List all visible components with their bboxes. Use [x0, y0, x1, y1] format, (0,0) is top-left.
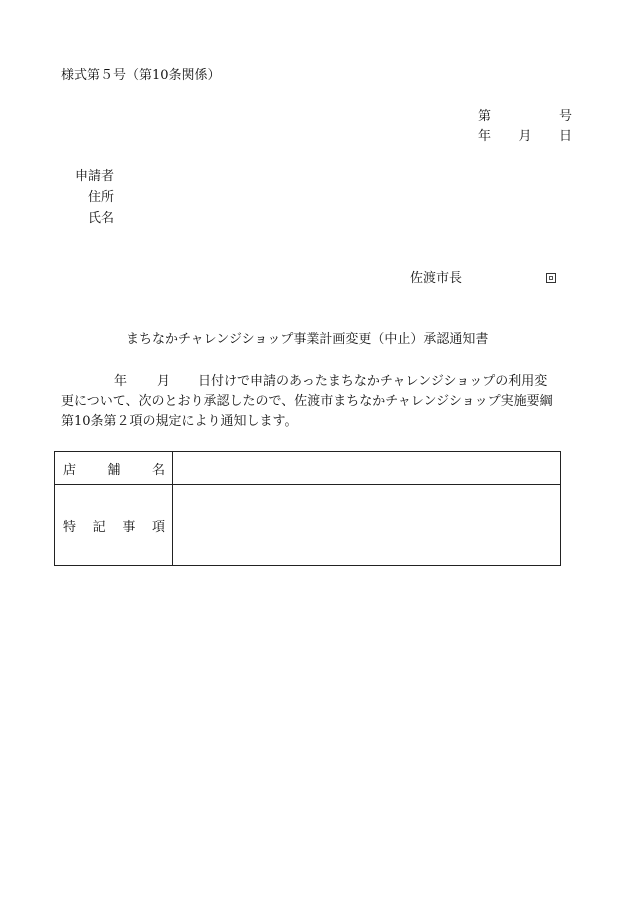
store-name-label-char: 店 [63, 462, 77, 478]
number-prefix: 第 [478, 109, 492, 124]
body-month: 月 [157, 374, 171, 389]
issue-date-line [478, 129, 572, 145]
body-line-3: 第10条第２項の規定により通知します。 [61, 414, 298, 429]
store-name-label-char: 名 [151, 462, 165, 478]
special-notes-label-char: 項 [151, 519, 165, 535]
document-number-line [478, 109, 572, 125]
seal-icon [546, 273, 556, 283]
special-notes-label-char: 事 [122, 519, 136, 535]
body-year: 年 [114, 374, 128, 389]
document-title: まちなかチャレンジショップ事業計画変更（中止）承認通知書 [126, 332, 489, 347]
date-day: 日 [558, 129, 572, 144]
number-suffix: 号 [558, 109, 572, 124]
body-line-1-text: 日付けで申請のあったまちなかチャレンジショップの利用変 [198, 374, 548, 389]
applicant-address-label: 住所 [88, 190, 115, 205]
form-number-label: 様式第５号（第10条関係） [61, 68, 221, 83]
special-notes-field[interactable] [173, 485, 561, 566]
issuer-title: 佐渡市長 [410, 271, 463, 286]
body-line-2: 更について、次のとおり承認したので、佐渡市まちなかチャレンジショップ実施要綱 [61, 394, 553, 409]
special-notes-label-cell [55, 485, 173, 566]
notice-body [61, 372, 566, 432]
date-year: 年 [478, 129, 492, 144]
table-row [55, 452, 561, 485]
store-name-field[interactable] [173, 452, 561, 485]
special-notes-label-char: 記 [92, 519, 106, 535]
applicant-name-label: 氏名 [88, 211, 115, 226]
special-notes-label-char: 特 [63, 519, 77, 535]
applicant-heading: 申請者 [75, 169, 115, 184]
store-name-label-cell [55, 452, 173, 485]
details-table [54, 451, 561, 566]
body-line-1 [61, 372, 566, 392]
store-name-label-char: 舗 [107, 462, 121, 478]
table-row [55, 485, 561, 566]
date-month: 月 [518, 129, 532, 144]
